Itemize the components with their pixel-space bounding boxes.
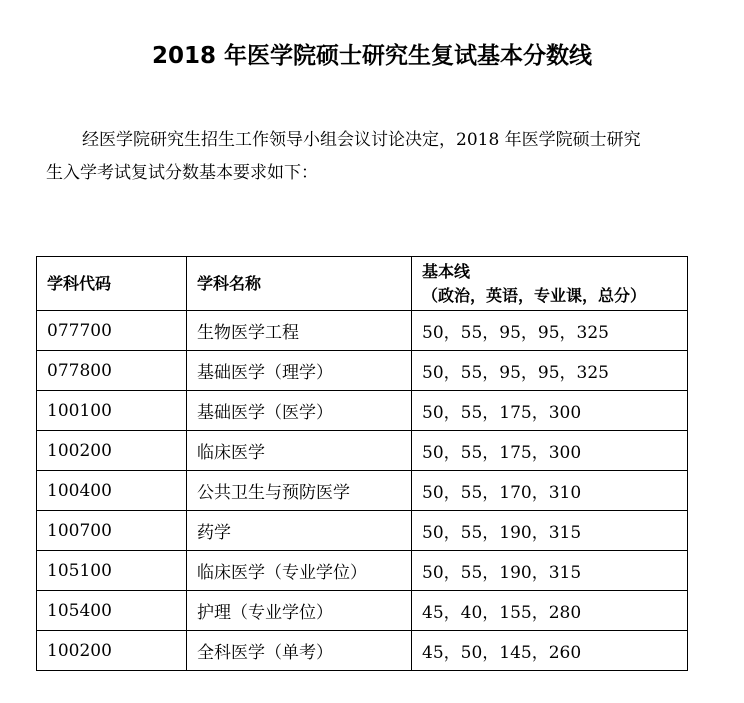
subject-name: 公共卫生与预防医学	[187, 471, 412, 511]
table-row	[37, 511, 688, 551]
baseline-scores: 50，55，170，310	[412, 471, 688, 511]
subject-code: 100400	[37, 471, 187, 511]
baseline-scores: 50，55，95，95，325	[412, 311, 688, 351]
table-row	[37, 391, 688, 431]
header-baseline	[412, 257, 688, 311]
subject-code: 100700	[37, 511, 187, 551]
intro-paragraph	[46, 124, 736, 190]
baseline-scores: 45，40，155，280	[412, 591, 688, 631]
table-row	[37, 351, 688, 391]
subject-code: 077700	[37, 311, 187, 351]
table-row	[37, 311, 688, 351]
table-row	[37, 631, 688, 671]
score-table	[36, 256, 688, 671]
table-row	[37, 551, 688, 591]
baseline-scores: 50，55，190，315	[412, 511, 688, 551]
subject-code: 100200	[37, 431, 187, 471]
baseline-scores: 50，55，175，300	[412, 391, 688, 431]
subject-code: 100200	[37, 631, 187, 671]
baseline-scores: 50，55，175，300	[412, 431, 688, 471]
subject-name: 基础医学（医学）	[187, 391, 412, 431]
header-subject-name: 学科名称	[187, 257, 412, 311]
header-baseline-title: 基本线	[422, 261, 471, 281]
subject-name: 药学	[187, 511, 412, 551]
baseline-scores: 50，55，95，95，325	[412, 351, 688, 391]
table-row	[37, 471, 688, 511]
table-row	[37, 591, 688, 631]
table-row	[37, 431, 688, 471]
subject-name: 临床医学（专业学位）	[187, 551, 412, 591]
intro-line-2: 生入学考试复试分数基本要求如下：	[46, 163, 318, 183]
baseline-scores: 45，50，145，260	[412, 631, 688, 671]
subject-code: 105400	[37, 591, 187, 631]
subject-code: 100100	[37, 391, 187, 431]
intro-line-1: 经医学院研究生招生工作领导小组会议讨论决定，2018 年医学院硕士研究	[82, 130, 641, 150]
subject-name: 临床医学	[187, 431, 412, 471]
subject-code: 105100	[37, 551, 187, 591]
page-title: 2018 年医学院硕士研究生复试基本分数线	[151, 43, 593, 70]
table-header-row	[37, 257, 688, 311]
header-subject-code: 学科代码	[37, 257, 187, 311]
header-baseline-note: （政治，英语，专业课，总分）	[422, 285, 647, 305]
baseline-scores: 50，55，190，315	[412, 551, 688, 591]
subject-name: 护理（专业学位）	[187, 591, 412, 631]
subject-name: 生物医学工程	[187, 311, 412, 351]
subject-name: 基础医学（理学）	[187, 351, 412, 391]
subject-name: 全科医学（单考）	[187, 631, 412, 671]
subject-code: 077800	[37, 351, 187, 391]
